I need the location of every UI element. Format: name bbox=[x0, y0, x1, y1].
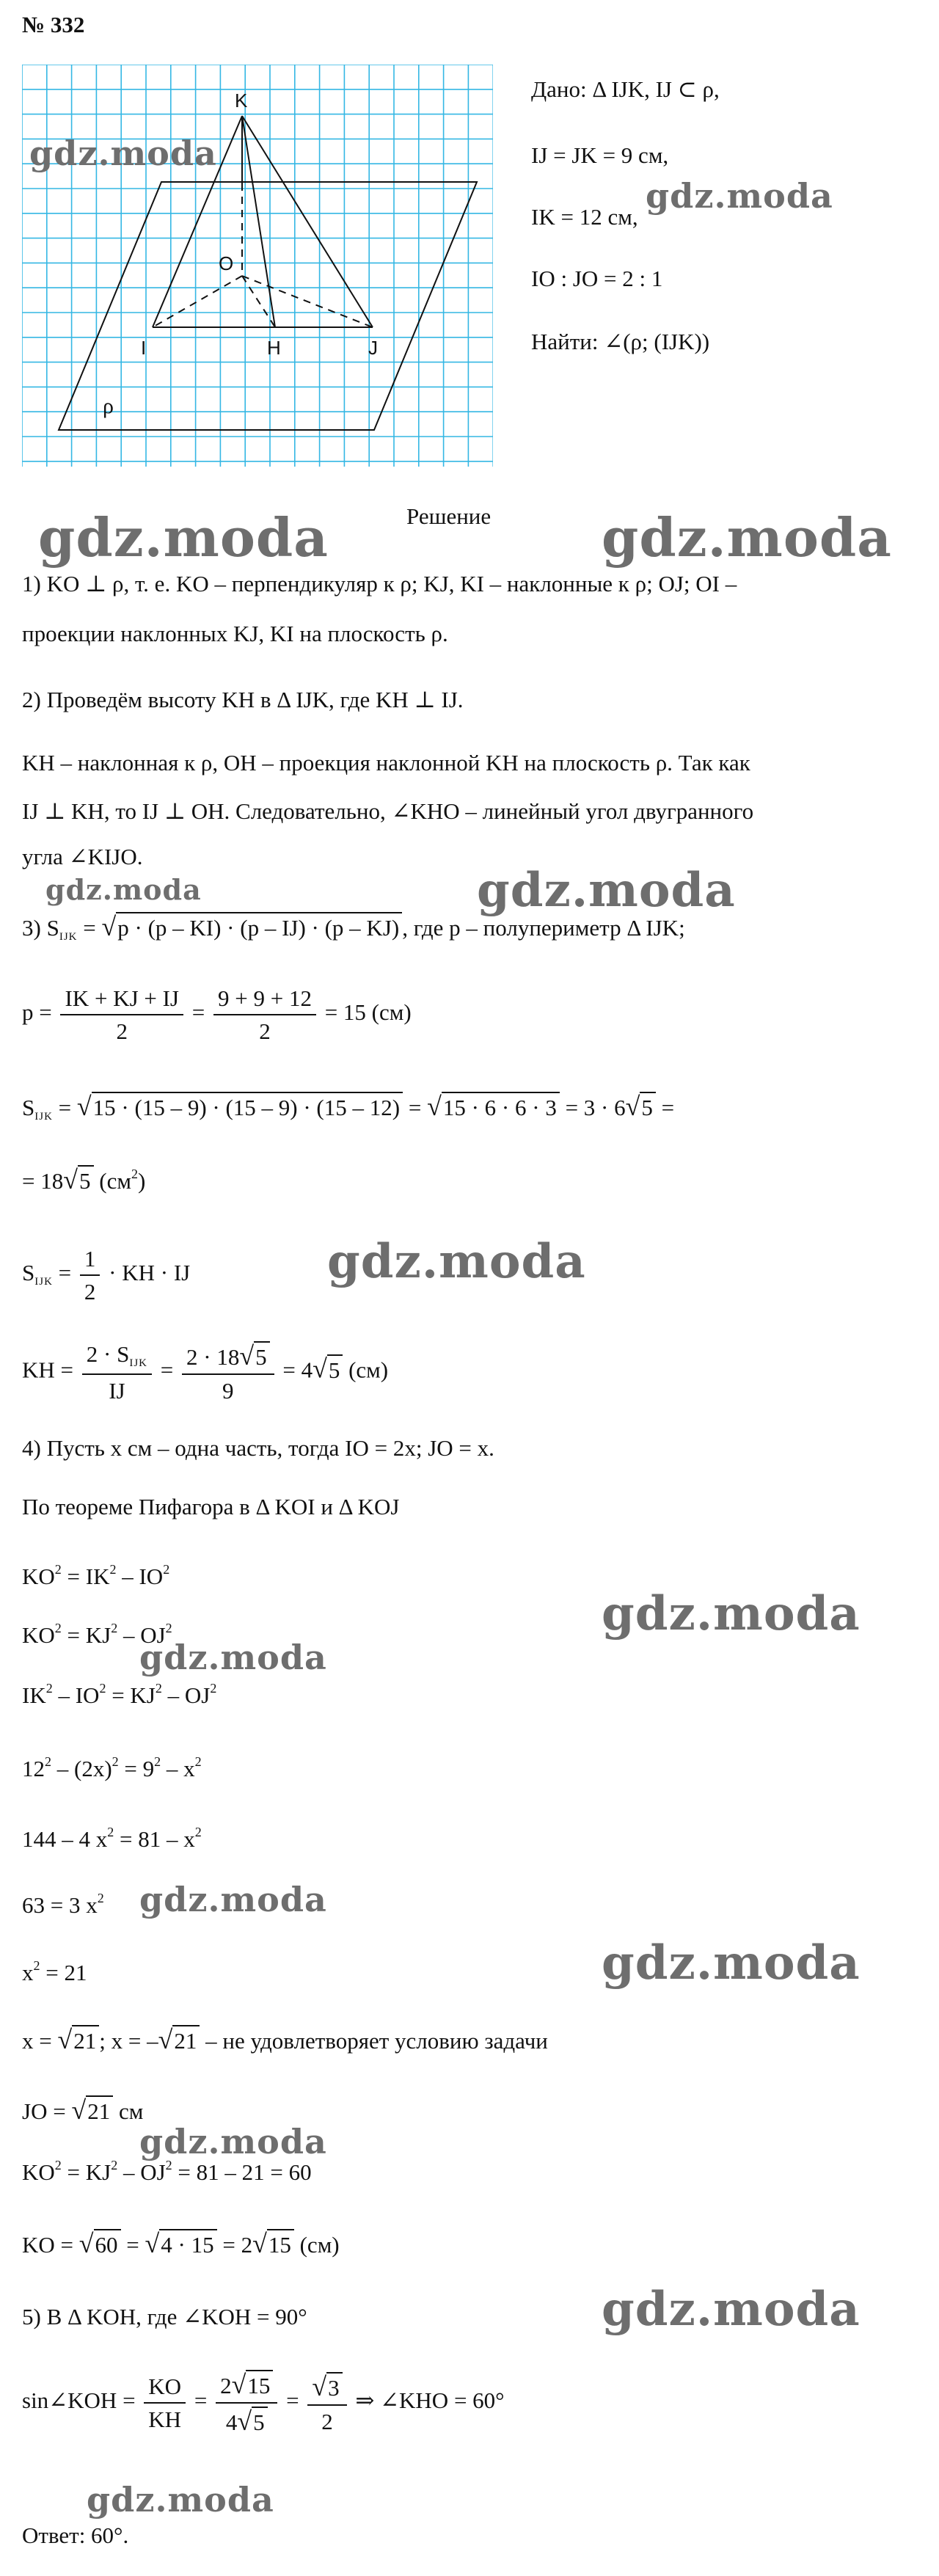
area2-pre: = 18 bbox=[22, 1168, 64, 1194]
eq1-b: = IK bbox=[61, 1564, 110, 1589]
eq5-b: = 81 – x bbox=[114, 1826, 195, 1852]
watermark: gdz.moda bbox=[602, 2282, 861, 2337]
sup: 2 bbox=[99, 1681, 106, 1696]
sup: 2 bbox=[45, 1681, 53, 1696]
sup: 2 bbox=[111, 1621, 118, 1635]
equation-11: KO = √60 = √4 · 15 = 2√15 (см) bbox=[22, 2229, 340, 2258]
p-formula bbox=[22, 987, 412, 1043]
label-h: H bbox=[267, 337, 281, 359]
sup: 2 bbox=[97, 1891, 104, 1905]
watermark: gdz.moda bbox=[327, 1234, 586, 1289]
sin-eq2: = bbox=[280, 2387, 305, 2414]
watermark: gdz.moda bbox=[45, 873, 202, 906]
eq8-root1: 21 bbox=[72, 2025, 99, 2054]
sin-num2-root: 15 bbox=[246, 2370, 273, 2398]
sup: 2 bbox=[33, 1958, 40, 1973]
area-root3: 5 bbox=[640, 1092, 656, 1120]
sup: 2 bbox=[45, 1754, 51, 1769]
sin-formula: sin∠KOH = $\frac{KO}{KH}$ = $\frac{2√15}{4√5}$ = $\frac{√3}{2}$ ⇒ ∠KHO = 60° bbox=[22, 2370, 505, 2436]
sin-num3-root: 3 bbox=[326, 2372, 343, 2401]
eq8-c: – не удовлетворяет условию задачи bbox=[200, 2028, 548, 2054]
step3-eq: = bbox=[77, 915, 102, 941]
area2-sup: 2 bbox=[131, 1167, 138, 1181]
p-den2: 2 bbox=[259, 1018, 271, 1044]
step3-sub: IJK bbox=[59, 931, 78, 943]
step2-line4: угла ∠KIJO. bbox=[22, 844, 143, 869]
step1-line1: 1) KO ⊥ ρ, т. е. KO – перпендикуляр к ρ; KJ, KI – наклонные к ρ; OJ; OI – bbox=[22, 571, 737, 596]
answer: Ответ: 60°. bbox=[22, 2522, 129, 2548]
eq3-c: = KJ bbox=[106, 1682, 156, 1708]
sup: 2 bbox=[54, 2158, 62, 2172]
sin-den3: 2 bbox=[321, 2408, 333, 2434]
eq11-b: = bbox=[120, 2232, 145, 2258]
area2-close: ) bbox=[137, 1168, 146, 1194]
equation-10 bbox=[22, 2159, 312, 2183]
equation-1 bbox=[22, 1563, 169, 1588]
kh-formula: KH = $\frac{2 \cdot S_{IJK}}{IJ}$ = $\frac{2 \cdot 18√5}{9}$ = 4√5 (см) bbox=[22, 1341, 389, 1404]
p-num2: 9 + 9 + 12 bbox=[213, 987, 316, 1015]
grid-lines bbox=[22, 65, 493, 467]
step3-tail: , где p – полупериметр Δ IJK; bbox=[402, 915, 685, 941]
eq10-c: – OJ bbox=[117, 2159, 166, 2185]
sup: 2 bbox=[154, 1754, 161, 1769]
s-alt-lhs: S bbox=[22, 1260, 35, 1286]
area-eq3: = 3 · 6 bbox=[559, 1095, 626, 1120]
given-line-1: Дано: Δ IJK, IJ ⊂ ρ, bbox=[531, 76, 720, 102]
watermark: gdz.moda bbox=[602, 506, 892, 569]
eq3-b: – IO bbox=[52, 1682, 100, 1708]
p-num1: IK + KJ + IJ bbox=[60, 987, 183, 1015]
area-eq2: = bbox=[403, 1095, 428, 1120]
area-lhs: S bbox=[22, 1095, 35, 1120]
eq1-c: – IO bbox=[116, 1564, 164, 1589]
sin-den2-pre: 4 bbox=[225, 2409, 238, 2435]
step2-line2: KH – наклонная к ρ, OH – проекция наклонной KH на плоскость ρ. Так как bbox=[22, 750, 750, 776]
segment-oi bbox=[153, 276, 242, 327]
step5-line1: 5) В Δ KOH, где ∠KOH = 90° bbox=[22, 2304, 307, 2329]
eq11-root1: 60 bbox=[94, 2229, 121, 2258]
watermark: gdz.moda bbox=[29, 134, 217, 173]
label-rho: ρ bbox=[103, 394, 114, 418]
step3-prefix: 3) S bbox=[22, 915, 59, 941]
eq9-a: JO = bbox=[22, 2098, 72, 2124]
label-i: I bbox=[141, 337, 147, 359]
watermark: gdz.moda bbox=[139, 1638, 327, 1677]
label-j: J bbox=[368, 337, 378, 359]
eq4-d: – x bbox=[161, 1756, 195, 1781]
eq8-root2: 21 bbox=[172, 2025, 200, 2054]
area-sub: IJK bbox=[34, 1111, 53, 1123]
area-root1: 15 · (15 – 9) · (15 – 9) · (15 – 12) bbox=[92, 1092, 403, 1120]
sup: 2 bbox=[163, 1562, 170, 1577]
area-formula: $S_{IJK} = √15 \cdot (15 - 9) \cdot (15 - 9) \cdot (15 - 12) = √15 \cdot 6 \cdot 6 \cdot 3 = 3 \cdot 6√5$ = bbox=[22, 1092, 675, 1123]
watermark: gdz.moda bbox=[602, 1586, 861, 1641]
eq6-a: 63 = 3 x bbox=[22, 1892, 98, 1918]
sup: 2 bbox=[165, 1621, 172, 1635]
equation-7 bbox=[22, 1959, 87, 1984]
equation-8: x = √21 ; x = –√21 – не удовлетворяет условию задачи bbox=[22, 2025, 548, 2054]
eq10-d: = 81 – 21 = 60 bbox=[172, 2159, 312, 2185]
sup: 2 bbox=[194, 1825, 202, 1839]
eq5-a: 144 – 4 x bbox=[22, 1826, 108, 1852]
watermark: gdz.moda bbox=[38, 506, 329, 569]
step3-root: p · (p – KI) · (p – IJ) · (p – KJ) bbox=[116, 912, 402, 941]
segment-kj bbox=[242, 116, 373, 327]
step3-heron: 3) $S_{IJK} = √p \cdot (p - KI) \cdot (p - IJ) \cdot (p - KJ)$ , где p – полупериметр Δ IJK; bbox=[22, 912, 685, 943]
kh-res-pre: = 4 bbox=[277, 1357, 313, 1383]
eq9-b: см bbox=[113, 2098, 144, 2124]
s-alt-num: 1 bbox=[80, 1247, 101, 1276]
given-line-5: Найти: ∠(ρ; (IJK)) bbox=[531, 329, 710, 354]
sin-lhs: sin∠KOH = bbox=[22, 2387, 142, 2414]
step1-line2: проекции наклонных KJ, KI на плоскость ρ. bbox=[22, 621, 448, 646]
watermark: gdz.moda bbox=[646, 176, 833, 216]
sup: 2 bbox=[54, 1562, 62, 1577]
given-line-3: IK = 12 см, bbox=[531, 204, 638, 230]
sup: 2 bbox=[194, 1754, 202, 1769]
kh-lhs: KH = bbox=[22, 1357, 79, 1383]
segment-oj bbox=[242, 276, 373, 327]
eq2-b: = KJ bbox=[61, 1622, 112, 1648]
eq4-a: 12 bbox=[22, 1756, 45, 1781]
watermark: gdz.moda bbox=[139, 2122, 327, 2161]
eq3-a: IK bbox=[22, 1682, 46, 1708]
equation-9: JO = √21 см bbox=[22, 2095, 144, 2125]
problem-number: № 332 bbox=[22, 12, 85, 37]
kh-num2-root: 5 bbox=[254, 1341, 270, 1370]
eq11-root2: 4 · 15 bbox=[159, 2229, 216, 2258]
step2-line1: 2) Проведём высоту KH в Δ IJK, где KH ⊥ IJ. bbox=[22, 687, 464, 712]
equation-3 bbox=[22, 1682, 216, 1707]
eq11-d: (см) bbox=[293, 2232, 340, 2258]
step2-line3: IJ ⊥ KH, то IJ ⊥ OH. Следовательно, ∠KHO – линейный угол двугранного bbox=[22, 798, 754, 824]
equation-6 bbox=[22, 1891, 104, 1916]
sin-tail: ⇒ ∠KHO = 60° bbox=[349, 2387, 505, 2414]
eq4-b: – (2x) bbox=[51, 1756, 112, 1781]
kh-eq: = bbox=[155, 1357, 179, 1383]
p-lhs: p = bbox=[22, 999, 58, 1026]
sin-den1: KH bbox=[148, 2407, 182, 2432]
area-alt-formula bbox=[22, 1247, 190, 1303]
sup: 2 bbox=[210, 1681, 217, 1696]
kh-den2: 9 bbox=[222, 1378, 234, 1404]
s-alt-tail: · KH · IJ bbox=[103, 1260, 191, 1286]
sup: 2 bbox=[155, 1681, 162, 1696]
eq7-a: x bbox=[22, 1960, 34, 1985]
eq11-c: = 2 bbox=[216, 2232, 253, 2258]
area-root2: 15 · 6 · 6 · 3 bbox=[442, 1092, 560, 1120]
given-line-4: IO : JO = 2 : 1 bbox=[531, 266, 663, 291]
eq2-c: – OJ bbox=[117, 1622, 166, 1648]
sin-den2-root: 5 bbox=[252, 2407, 268, 2435]
sup: 2 bbox=[107, 1825, 114, 1839]
label-o: O bbox=[219, 252, 234, 274]
watermark: gdz.moda bbox=[87, 2480, 274, 2520]
sup: 2 bbox=[112, 1754, 119, 1769]
sin-num1: KO bbox=[144, 2375, 186, 2404]
s-alt-den: 2 bbox=[84, 1279, 96, 1305]
kh-num1: 2 · S bbox=[86, 1341, 130, 1367]
eq7-b: = 21 bbox=[40, 1960, 87, 1985]
eq11-a: KO = bbox=[22, 2232, 79, 2258]
eq2-a: KO bbox=[22, 1622, 55, 1648]
p-result: = 15 (см) bbox=[318, 999, 412, 1026]
eq8-b: ; x = – bbox=[99, 2028, 158, 2054]
eq1-a: KO bbox=[22, 1564, 55, 1589]
watermark: gdz.moda bbox=[477, 863, 736, 918]
s-alt-sub: IJK bbox=[34, 1276, 53, 1288]
kh-res-unit: (см) bbox=[343, 1357, 389, 1383]
label-k: K bbox=[235, 90, 248, 112]
sup: 2 bbox=[165, 2158, 172, 2172]
p-den1: 2 bbox=[116, 1018, 128, 1044]
step4-line2: По теореме Пифагора в Δ KOI и Δ KOJ bbox=[22, 1494, 400, 1519]
geometry-figure bbox=[22, 65, 493, 467]
area-result: = 18√5 $(см^2)$ bbox=[22, 1165, 146, 1194]
eq10-b: = KJ bbox=[61, 2159, 112, 2185]
equation-5 bbox=[22, 1825, 202, 1850]
kh-num1-sub: IJK bbox=[129, 1357, 148, 1369]
eq11-root3: 15 bbox=[267, 2229, 294, 2258]
eq3-d: – OJ bbox=[161, 1682, 211, 1708]
sup: 2 bbox=[54, 1621, 62, 1635]
eq10-a: KO bbox=[22, 2159, 55, 2185]
given-line-2: IJ = JK = 9 см, bbox=[531, 142, 669, 168]
sin-num2-pre: 2 bbox=[220, 2373, 232, 2398]
kh-den1: IJ bbox=[109, 1378, 125, 1404]
eq9-root: 21 bbox=[86, 2095, 113, 2124]
watermark: gdz.moda bbox=[602, 1935, 861, 1991]
area-eq1: = bbox=[52, 1095, 77, 1120]
kh-res-root: 5 bbox=[327, 1354, 343, 1383]
watermark: gdz.moda bbox=[139, 1880, 327, 1919]
equation-4 bbox=[22, 1755, 202, 1780]
kh-num2: 2 · 18 bbox=[186, 1344, 240, 1370]
solution-heading: Решение bbox=[406, 503, 492, 529]
p-eq: = bbox=[186, 999, 211, 1026]
area-eq4: = bbox=[655, 1095, 675, 1120]
area2-root: 5 bbox=[78, 1165, 94, 1194]
sup: 2 bbox=[111, 2158, 118, 2172]
step4-line1: 4) Пусть x см – одна часть, тогда IO = 2x; JO = x. bbox=[22, 1435, 494, 1461]
sin-eq1: = bbox=[189, 2387, 213, 2414]
s-alt-eq: = bbox=[52, 1260, 77, 1286]
sup: 2 bbox=[109, 1562, 117, 1577]
eq4-c: = 9 bbox=[118, 1756, 155, 1781]
area2-unit: (см bbox=[93, 1168, 131, 1194]
eq8-a: x = bbox=[22, 2028, 58, 2054]
